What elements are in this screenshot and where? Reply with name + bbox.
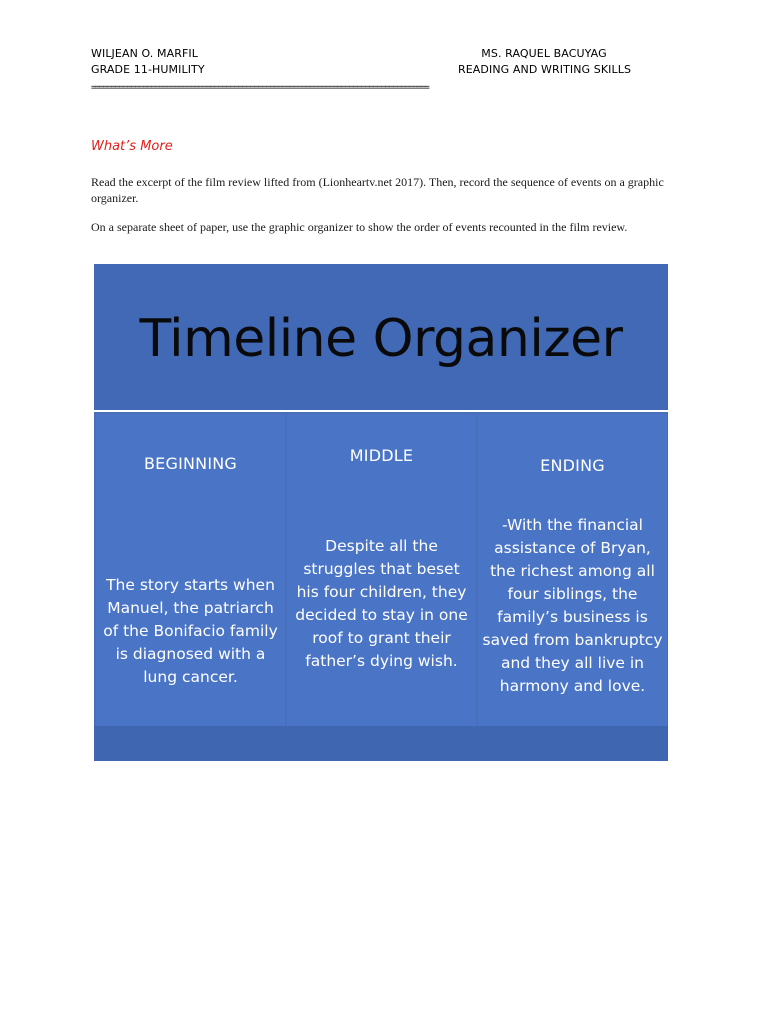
middle-heading: MIDDLE (349, 446, 414, 465)
header-left (91, 46, 205, 78)
subject-name: READING AND WRITING SKILLS (458, 63, 632, 76)
beginning-text: The story starts when Manuel, the patriarch of the Bonifacio family is diagnosed with a lung cancer. (103, 576, 278, 686)
middle-column (287, 414, 476, 726)
teacher-name: MS. RAQUEL BACUYAG (481, 47, 607, 60)
instruction-paragraph-1: Read the excerpt of the film review lifted from (Lionheartv.net 2017). Then, record the sequence of events on a graphic organizer. (91, 175, 664, 205)
ending-text: -With the financial assistance of Bryan, the richest among all four siblings, the family’s business is saved from bankruptcy and they all live in harmony and love. (482, 516, 663, 695)
beginning-column (96, 414, 285, 726)
ending-column (478, 414, 667, 726)
section-title: What’s More (91, 139, 173, 154)
organizer-title: Timeline Organizer (139, 309, 623, 369)
student-name: WILJEAN O. MARFIL (91, 47, 198, 60)
middle-text: Despite all the struggles that beset his four children, they decided to stay in one roof to grant their father’s dying wish. (295, 537, 468, 670)
header-right (458, 46, 630, 78)
organizer-title-box (94, 264, 668, 412)
ending-heading: ENDING (540, 456, 605, 475)
instruction-paragraph-2: On a separate sheet of paper, use the graphic organizer to show the order of events recounted in the film review. (91, 220, 628, 234)
beginning-heading: BEGINNING (143, 454, 238, 473)
timeline-organizer (94, 264, 668, 761)
header-divider: ===================================================================================== (91, 83, 429, 93)
organizer-footer-bar (94, 726, 668, 761)
grade-section: GRADE 11-HUMILITY (91, 63, 205, 76)
